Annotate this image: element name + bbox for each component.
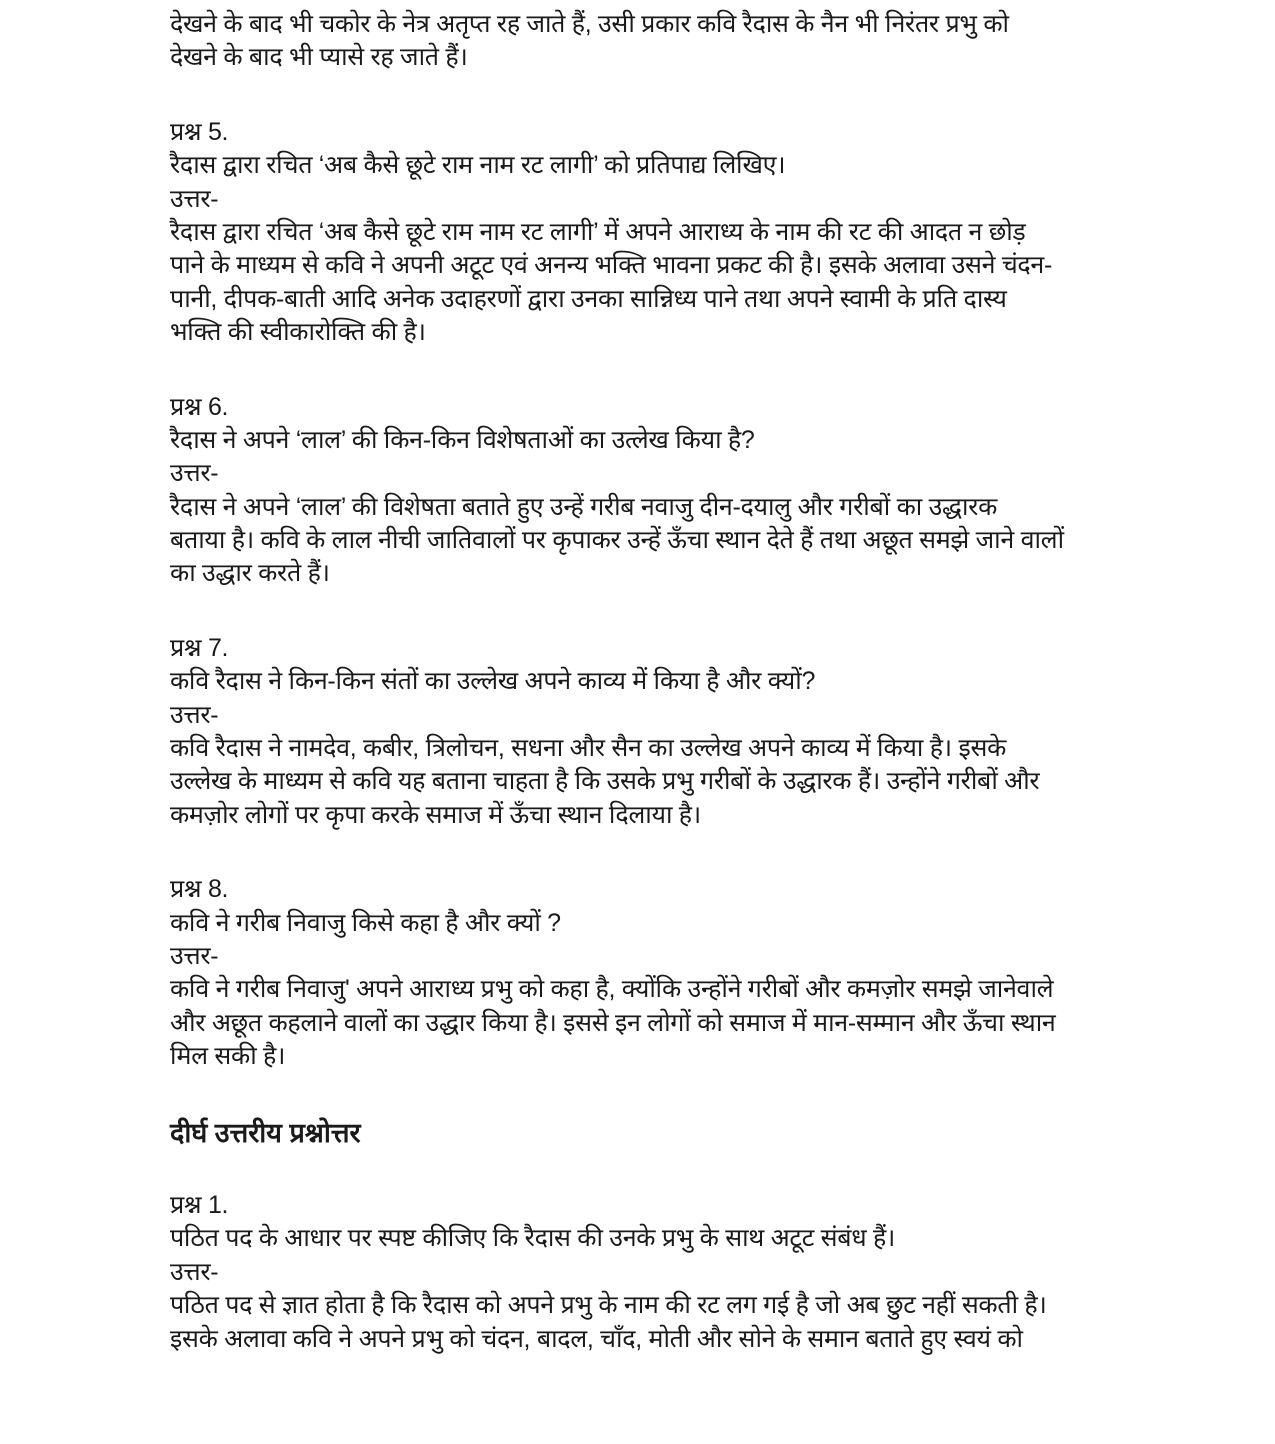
question-text: रैदास द्वारा रचित ‘अब कैसे छूटे राम नाम रट लागी’ को प्रतिपाद्य लिखिए।: [170, 151, 786, 180]
answer-label: उत्तर-: [170, 1257, 219, 1286]
answer-line: का उद्धार करते हैं।: [170, 559, 330, 588]
paragraph-line: देखने के बाद भी चकोर के नेत्र अतृप्त रह जाते हैं, उसी प्रकार कवि रैदास के नैन भी निरंतर प्रभु को: [170, 10, 1009, 38]
answer-line: रैदास ने अपने ‘लाल’ की विशेषता बताते हुए उन्हें गरीब नवाजु दीन-दयालु और गरीबों का उद्धारक: [170, 492, 997, 521]
question-text: कवि रैदास ने किन-किन संतों का उल्लेख अपने काव्य में किया है और क्यों?: [170, 667, 816, 696]
paragraph-block: [170, 8, 1170, 75]
question-text: कवि ने गरीब निवाजु किसे कहा है और क्यों ?: [170, 908, 561, 937]
question-answer-block: [170, 873, 1170, 1073]
paragraph-line: देखने के बाद भी प्यासे रह जाते हैं।: [170, 43, 468, 72]
answer-label: उत्तर-: [170, 700, 219, 729]
answer-label: उत्तर-: [170, 184, 219, 213]
question-answer-block: [170, 116, 1170, 350]
question-answer-block: [170, 632, 1170, 832]
answer-line: कमज़ोर लोगों पर कृपा करके समाज में ऊँचा स्थान दिलाया है।: [170, 800, 701, 829]
answer-line: और अछूत कहलाने वालों का उद्धार किया है। इससे इन लोगों को समाज में मान-सम्मान और ऊँचा स्थान: [170, 1008, 1056, 1037]
document-page: [170, 8, 1170, 1356]
answer-line: कवि रैदास ने नामदेव, कबीर, त्रिलोचन, सधना और सैन का उल्लेख अपने काव्य में किया है। इसके: [170, 734, 1006, 763]
answer-line: इसके अलावा कवि ने अपने प्रभु को चंदन, बादल, चाँद, मोती और सोने के समान बताते हुए स्वयं को: [170, 1324, 1023, 1353]
answer-line: पठित पद से ज्ञात होता है कि रैदास को अपने प्रभु के नाम की रट लग गई है जो अब छुट नहीं सकती है।: [170, 1291, 1047, 1320]
section-heading: दीर्घ उत्तरीय प्रश्नोत्तर: [170, 1117, 361, 1148]
question-text: पठित पद के आधार पर स्पष्ट कीजिए कि रैदास की उनके प्रभु के साथ अटूट संबंध हैं।: [170, 1224, 896, 1253]
question-answer-block: [170, 391, 1170, 591]
question-number: प्रश्न 7.: [170, 633, 229, 662]
answer-label: उत्तर-: [170, 941, 219, 970]
answer-line: पानी, दीपक-बाती आदि अनेक उदाहरणों द्वारा उनका सान्निध्य पाने तथा अपने स्वामी के प्रति दास्य: [170, 284, 1007, 313]
answer-line: पाने के माध्यम से कवि ने अपनी अटूट एवं अनन्य भक्ति भावना प्रकट की है। इसके अलावा उसने चंदन-: [170, 251, 1052, 280]
question-number: प्रश्न 8.: [170, 875, 229, 904]
answer-line: बताया है। कवि के लाल नीची जातिवालों पर कृपाकर उन्हें ऊँचा स्थान देते हैं तथा अछूत समझे जाने वालों: [170, 526, 1064, 555]
question-text: रैदास ने अपने ‘लाल’ की किन-किन विशेषताओं का उत्लेख किया है?: [170, 425, 755, 454]
answer-line: उल्लेख के माध्यम से कवि यह बताना चाहता है कि उसके प्रभु गरीबों के उद्धारक हैं। उन्होंने गरीबों और: [170, 767, 1040, 796]
answer-line: रैदास द्वारा रचित ‘अब कैसे छूटे राम नाम रट लागी’ में अपने आराध्य के नाम की रट की आदत न छोड़: [170, 217, 1026, 246]
answer-line: कवि ने गरीब निवाजु' अपने आराध्य प्रभु को कहा है, क्योंकि उन्होंने गरीबों और कमज़ोर समझे जानेवाले: [170, 975, 1054, 1004]
answer-line: मिल सकी है।: [170, 1042, 286, 1071]
answer-label: उत्तर-: [170, 459, 219, 488]
question-answer-block: [170, 1189, 1170, 1356]
section-heading-block: [170, 1115, 1170, 1148]
question-number: प्रश्न 6.: [170, 392, 229, 421]
question-number: प्रश्न 5.: [170, 117, 229, 146]
answer-line: भक्ति की स्वीकारोक्ति की है।: [170, 318, 426, 347]
question-number: प्रश्न 1.: [170, 1190, 229, 1219]
